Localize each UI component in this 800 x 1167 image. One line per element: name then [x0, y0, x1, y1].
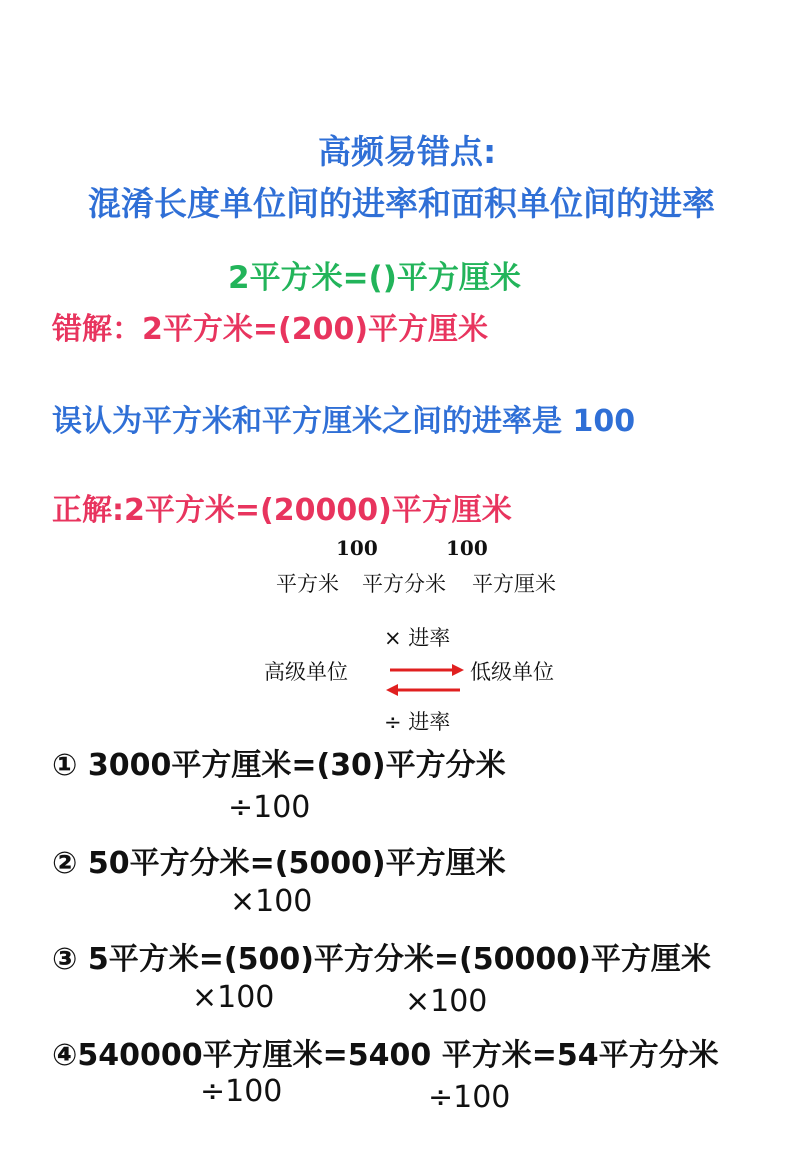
example-4-op-2: ÷100 — [428, 1080, 511, 1115]
example-3-op-2: ×100 — [405, 984, 488, 1019]
right-arrow-icon — [390, 664, 464, 676]
example-1-op: ÷100 — [228, 790, 311, 825]
multiply-rate-label: × 进率 — [384, 626, 451, 650]
example-1: ① 3000平方厘米=(30)平方分米 — [52, 748, 506, 783]
example-3-op-1: ×100 — [192, 980, 275, 1015]
question: 2平方米=()平方厘米 — [228, 260, 521, 296]
low-unit-label: 低级单位 — [470, 660, 554, 684]
title-line-2: 混淆长度单位间的进率和面积单位间的进率 — [88, 184, 715, 223]
left-arrow-icon — [386, 684, 460, 696]
conversion-arrows — [380, 660, 470, 700]
wrong-answer: 错解：2平方米=(200)平方厘米 — [52, 312, 489, 347]
correct-answer: 正解:2平方米=(20000)平方厘米 — [52, 493, 512, 528]
example-4-op-1: ÷100 — [200, 1074, 283, 1109]
misconception: 误认为平方米和平方厘米之间的进率是 100 — [52, 404, 636, 439]
unit-square-meter: 平方米 — [276, 572, 339, 596]
unit-square-centimeter: 平方厘米 — [472, 572, 556, 596]
unit-rate-2: 100 — [446, 536, 488, 560]
example-2-op: ×100 — [230, 884, 313, 919]
high-unit-label: 高级单位 — [264, 660, 348, 684]
unit-rate-1: 100 — [336, 536, 378, 560]
unit-square-decimeter: 平方分米 — [362, 572, 446, 596]
title-line-1: 高频易错点: — [318, 132, 497, 171]
example-2: ② 50平方分米=(5000)平方厘米 — [52, 846, 506, 881]
example-4: ④540000平方厘米=5400 平方米=54平方分米 — [52, 1038, 719, 1073]
example-3: ③ 5平方米=(500)平方分米=(50000)平方厘米 — [52, 942, 711, 977]
divide-rate-label: ÷ 进率 — [384, 710, 451, 734]
